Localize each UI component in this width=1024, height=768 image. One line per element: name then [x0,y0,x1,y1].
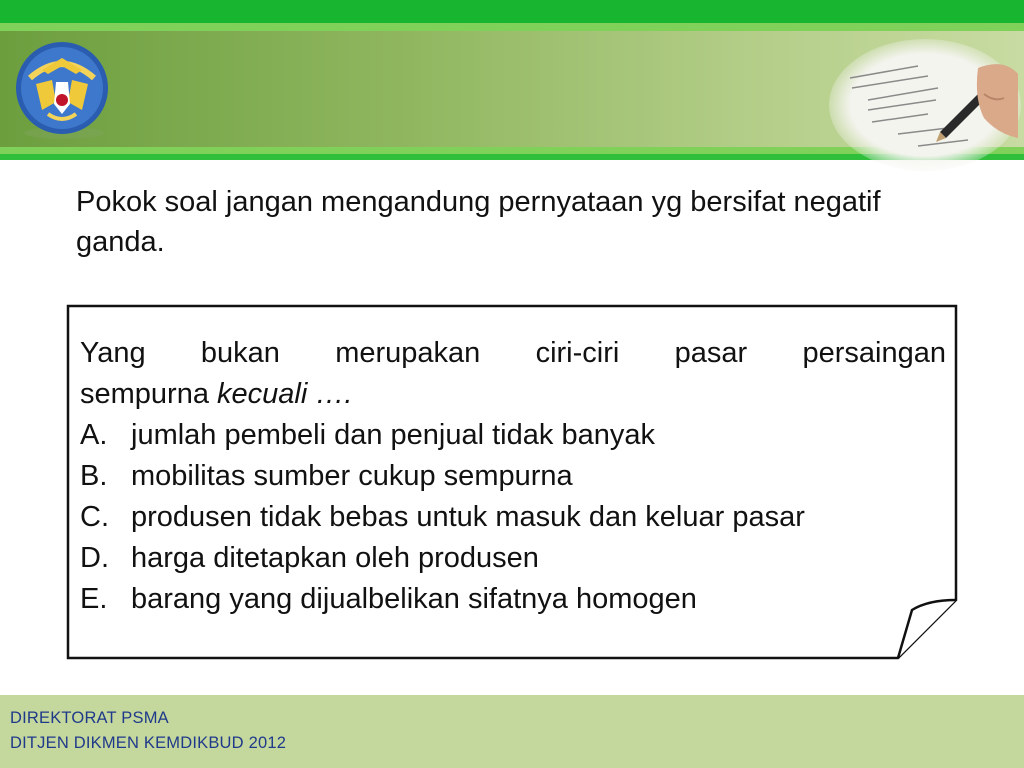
hand-writing-on-exam-paper-icon [828,38,1022,172]
question-stem-line2 [80,374,946,415]
stem-emphasis: kecuali …. [217,378,353,410]
slide-intro-text: Pokok soal jangan mengandung pernyataan yg bersifat negatif ganda. [76,186,881,258]
tut-wuri-handayani-emblem-icon [12,40,116,140]
top-band [0,0,1024,23]
option-letter: E. [80,583,108,615]
option-letter: B. [80,460,108,492]
option-text: harga ditetapkan oleh produsen [131,542,539,574]
question-block [80,333,946,620]
stem-word: merupakan [335,337,481,369]
answer-option-b [80,456,946,497]
stem-word: sempurna [80,378,209,410]
stem-word: ciri-ciri [535,337,620,369]
option-letter: C. [80,501,109,533]
option-letter: D. [80,542,109,574]
question-stem-line1 [80,333,946,374]
footer-line-1: DIREKTORAT PSMA [10,709,169,727]
top-band-accent [0,23,1024,31]
answer-option-d [80,538,946,579]
option-text: mobilitas sumber cukup sempurna [131,460,573,492]
answer-option-e [80,579,946,620]
stem-word: pasar [674,337,748,369]
option-text: barang yang dijualbelikan sifatnya homogen [131,583,697,615]
footer-line-2: DITJEN DIKMEN KEMDIKBUD 2012 [10,734,287,752]
answer-option-c [80,497,946,538]
slide-footer [0,695,1024,768]
option-text: produsen tidak bebas untuk masuk dan keluar pasar [131,501,805,533]
stem-word: bukan [200,337,280,369]
option-text: jumlah pembeli dan penjual tidak banyak [131,419,655,451]
stem-word: Yang [80,337,146,369]
stem-word: persaingan [802,337,946,369]
option-letter: A. [80,419,108,451]
answer-option-a [80,415,946,456]
